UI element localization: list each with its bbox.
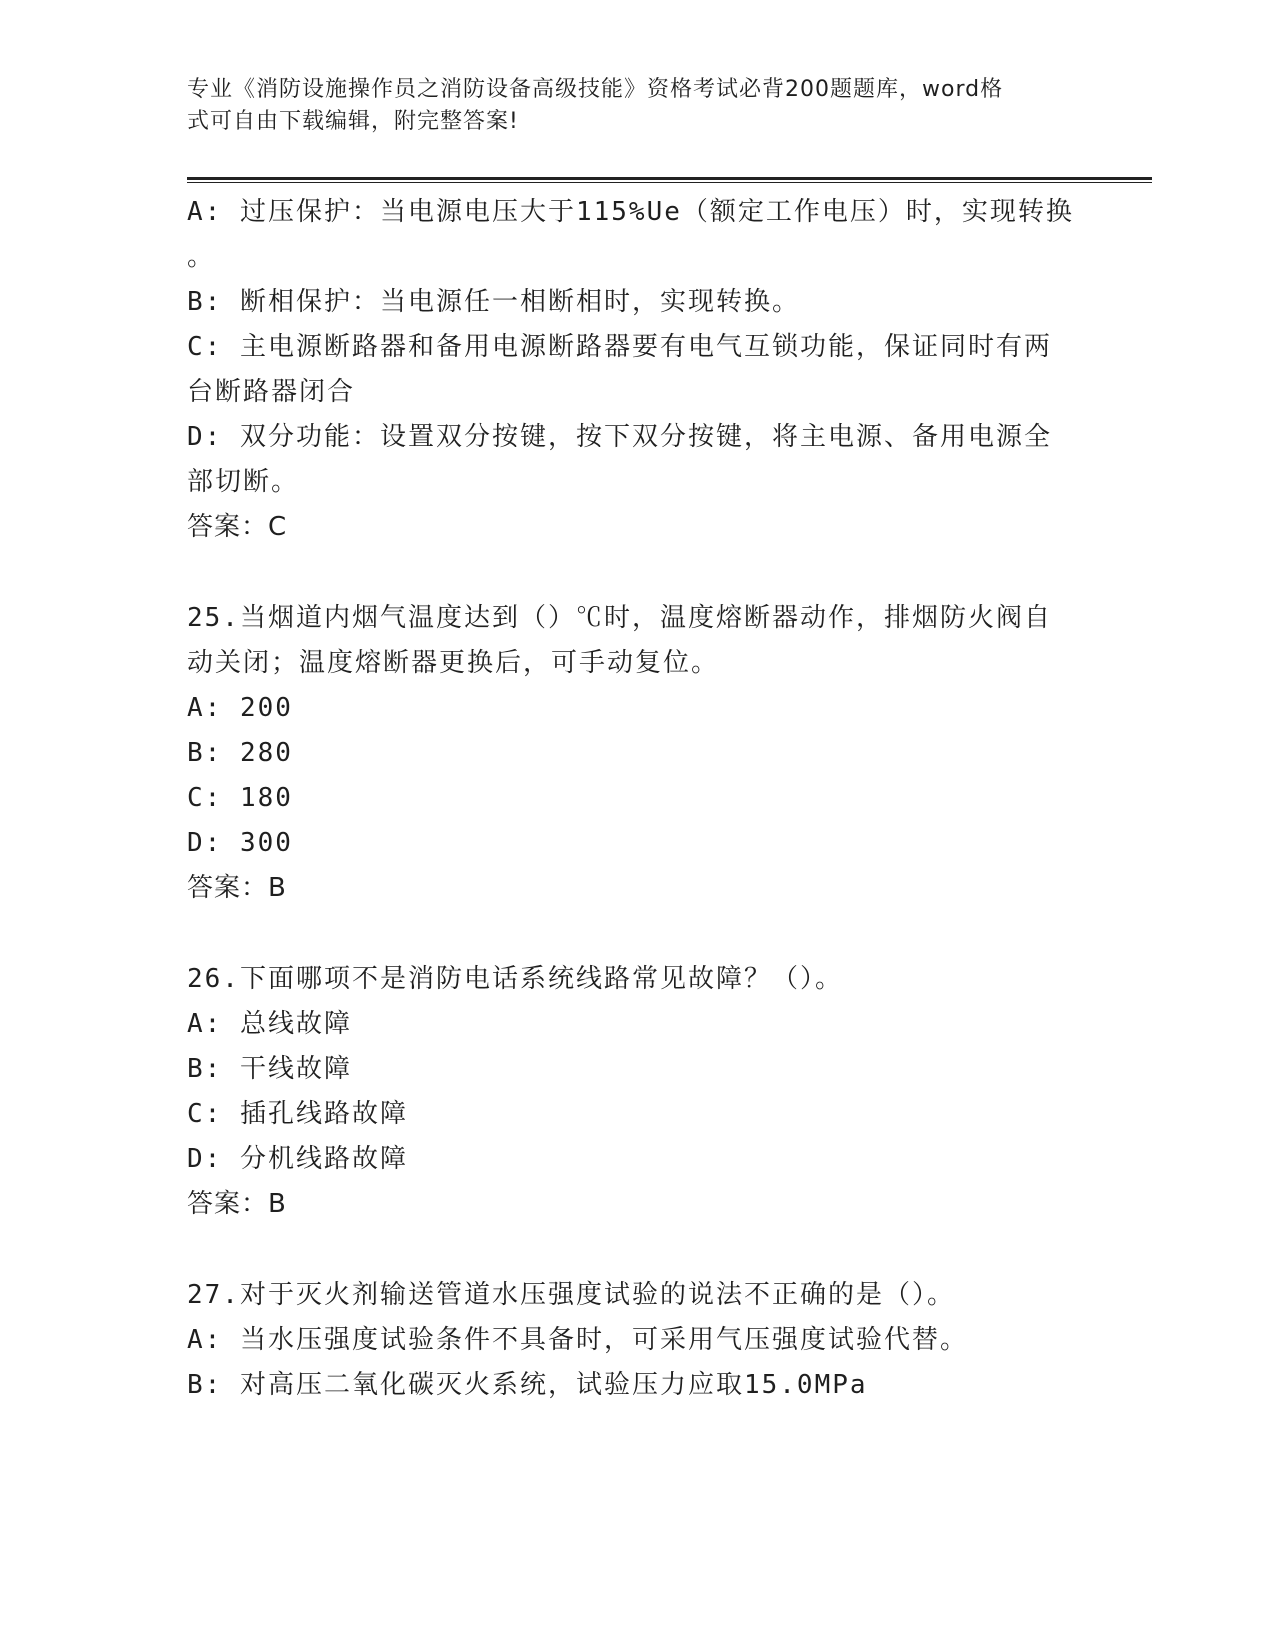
question-text-line-1: 25.当烟道内烟气温度达到（）℃时，温度熔断器动作，排烟防火阀自 <box>187 603 1052 633</box>
header-divider-thin <box>187 182 1152 183</box>
question-text-line-2: 动关闭；温度熔断器更换后，可手动复位。 <box>187 648 720 678</box>
option-b: B: 断相保护：当电源任一相断相时，实现转换。 <box>187 287 800 317</box>
spacer <box>187 550 1087 596</box>
option-c-line-2: 台断路器闭合 <box>187 377 356 407</box>
option-a-line-2: 。 <box>187 242 216 272</box>
question-text: 27.对于灭火剂输送管道水压强度试验的说法不正确的是（）。 <box>187 1280 955 1310</box>
option-a: A: 200 <box>187 693 293 723</box>
question-26-block <box>187 957 1087 1227</box>
option-d: D: 分机线路故障 <box>187 1144 408 1174</box>
option-a: A: 总线故障 <box>187 1009 352 1039</box>
option-a-line-1: A: 过压保护：当电源电压大于115%Ue（额定工作电压）时，实现转换 <box>187 197 1074 227</box>
answer: 答案：B <box>187 1189 287 1219</box>
answer: 答案：C <box>187 512 288 542</box>
answer: 答案：B <box>187 873 287 903</box>
option-c: C: 180 <box>187 783 293 813</box>
option-d-line-1: D: 双分功能：设置双分按键，按下双分按键，将主电源、备用电源全 <box>187 422 1052 452</box>
question-24-block <box>187 190 1087 550</box>
option-a: A: 当水压强度试验条件不具备时，可采用气压强度试验代替。 <box>187 1325 968 1355</box>
option-d: D: 300 <box>187 828 293 858</box>
document-header <box>187 74 1067 138</box>
option-c-line-1: C: 主电源断路器和备用电源断路器要有电气互锁功能，保证同时有两 <box>187 332 1052 362</box>
question-text: 26.下面哪项不是消防电话系统线路常见故障？（）。 <box>187 964 843 994</box>
question-27-block <box>187 1273 1087 1408</box>
spacer <box>187 911 1087 957</box>
option-b: B: 对高压二氧化碳灭火系统，试验压力应取15.0MPa <box>187 1370 868 1400</box>
header-divider-thick <box>187 177 1152 180</box>
question-content <box>187 190 1087 1408</box>
option-d-line-2: 部切断。 <box>187 467 300 497</box>
spacer <box>187 1227 1087 1273</box>
option-b: B: 280 <box>187 738 293 768</box>
header-line-2: 式可自由下载编辑，附完整答案! <box>187 109 519 134</box>
header-line-1: 专业《消防设施操作员之消防设备高级技能》资格考试必背200题题库，word格 <box>187 77 1004 102</box>
option-c: C: 插孔线路故障 <box>187 1099 408 1129</box>
question-25-block <box>187 596 1087 911</box>
option-b: B: 干线故障 <box>187 1054 352 1084</box>
